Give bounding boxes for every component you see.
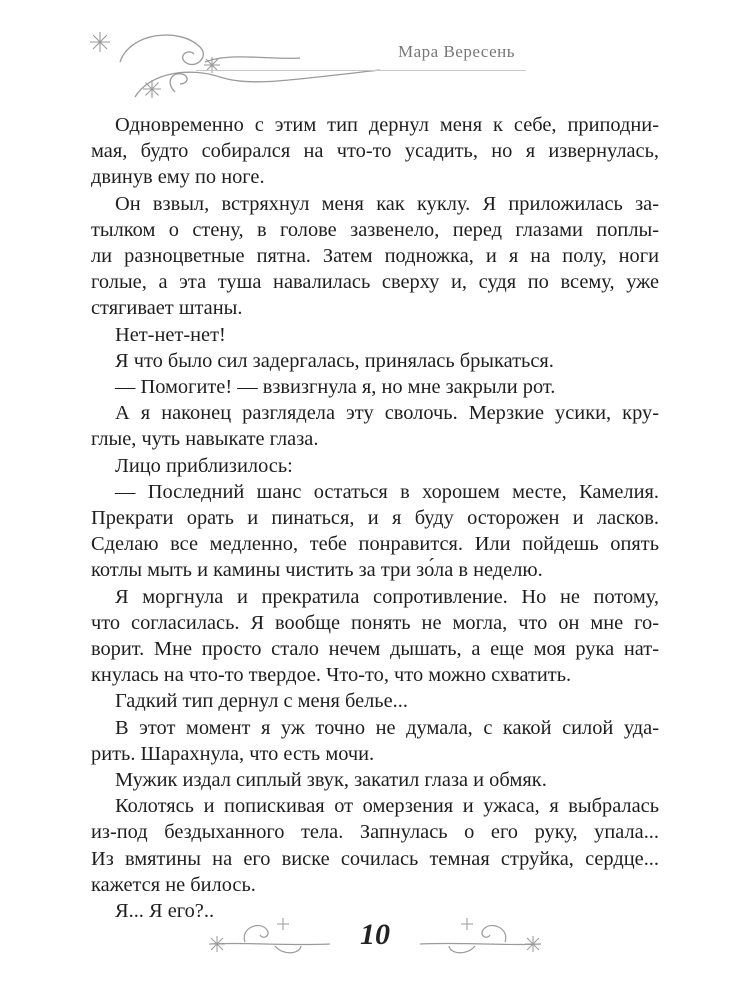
paragraph (91, 584, 659, 689)
text-line: котлы мыть и камины чистить за три зо́ла в неделю. (91, 559, 543, 582)
text-line: В этот момент я уж точно не думала, с какой силой удa- (115, 716, 659, 739)
text-line: ворит. Мне просто стало нечем дышать, а еще моя рука нат- (91, 638, 659, 661)
paragraph (91, 374, 659, 400)
paragraph (91, 191, 659, 322)
text-line: Лицо приблизилось: (115, 454, 293, 477)
paragraph (91, 715, 659, 767)
paragraph (91, 112, 659, 191)
text-line: Колотясь и попискивая от омерзения и ужаса, я выбралась (115, 795, 659, 818)
paragraph (91, 793, 659, 898)
snowflake-icon (90, 32, 110, 52)
page-body-text (91, 112, 659, 924)
text-line: Я что было сил задергалась, принялась брыкаться. (115, 349, 554, 372)
paragraph (91, 688, 659, 714)
header-rule (196, 70, 526, 71)
paragraph (91, 400, 659, 452)
text-line: двинув ему по ноге. (91, 166, 265, 189)
text-line: Гадкий тип дернул с меня белье... (115, 690, 408, 713)
paragraph (91, 767, 659, 793)
paragraph (91, 453, 659, 479)
text-line: Одновременно с этим тип дернул меня к себе, приподни- (115, 114, 659, 136)
header-flourish-ornament (80, 22, 380, 107)
text-line: Из вмятины на его виске сочилась темная струйка, сердце... (91, 847, 659, 870)
paragraph (91, 479, 659, 584)
page-number: 10 (360, 918, 390, 951)
text-line: тылком о стену, в голове зазвенело, перед глазами поплы- (91, 218, 659, 241)
text-line: голые, а эта туша навалилась сверху и, судя по всему, уже (91, 271, 659, 294)
text-line: Я... Я его?.. (115, 900, 215, 923)
text-line: рить. Шарахнула, что есть мочи. (91, 742, 375, 765)
text-line: — Помогите! — взвизгнула я, но мне закрыли рот. (115, 376, 556, 399)
text-line: что согласилась. Я вообще понять не могла, что он мне го- (91, 611, 659, 634)
text-line: кнулась на что-то твердое. Что-то, что можно схватить. (91, 664, 572, 687)
text-line: ли разноцветные пятна. Затем подножка, и я на полу, ноги (91, 245, 659, 268)
text-line: А я наконец разглядела эту сволочь. Мерзкие усики, кру- (115, 402, 659, 425)
paragraph (91, 322, 659, 348)
paragraph (91, 348, 659, 374)
text-line: Нет-нет-нет! (115, 323, 226, 346)
text-line: Прекрати орать и пинаться, и я буду осторожен и ласков. (91, 507, 659, 530)
text-line: кажется не билось. (91, 873, 256, 896)
text-line: Мужик издал сиплый звук, закатил глаза и обмяк. (115, 769, 547, 792)
text-line: Я моргнула и прекратила сопротивление. Но не потому, (115, 585, 659, 608)
text-line: Он взвыл, встряхнул меня как куклу. Я приложилась за- (115, 192, 659, 215)
running-head-author: Мара Вересень (398, 42, 515, 61)
text-line: глые, чуть навыкате глаза. (91, 428, 319, 451)
text-line: — Последний шанс остаться в хорошем месте, Камелия. (115, 480, 659, 503)
text-line: из-под бездыханного тела. Запнулась о его руку, упала... (91, 821, 659, 844)
text-line: стягивает штаны. (91, 297, 243, 320)
text-line: мая, будто собирался на что-то усадить, но я извернулась, (91, 140, 659, 163)
text-line: Сделаю все медленно, тебе понравится. Или пойдешь опять (91, 533, 659, 556)
